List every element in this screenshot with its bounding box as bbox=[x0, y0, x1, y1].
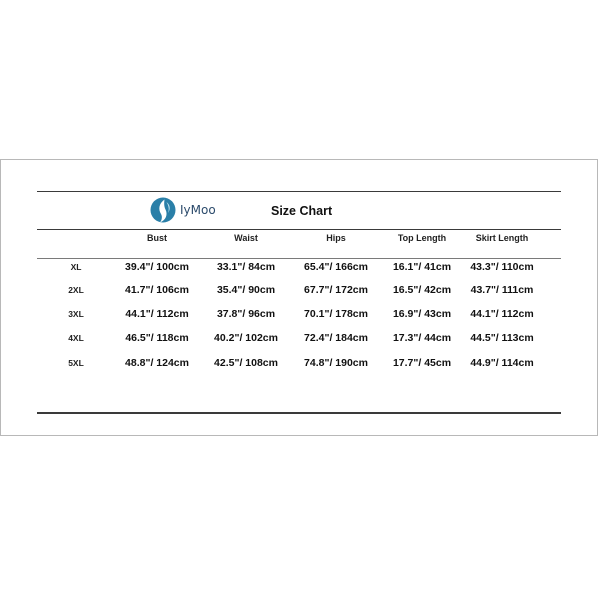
table-cell: 65.4"/ 166cm bbox=[304, 261, 368, 273]
column-header-top-length: Top Length bbox=[397, 233, 447, 243]
table-cell: 43.7"/ 111cm bbox=[470, 284, 534, 296]
brand-logo-icon bbox=[150, 196, 176, 224]
table-cell: 44.1"/ 112cm bbox=[470, 308, 534, 320]
table-cell: 16.1"/ 41cm bbox=[392, 261, 452, 273]
column-header-rule bbox=[37, 258, 561, 259]
table-cell: 17.7"/ 45cm bbox=[392, 357, 452, 369]
size-label: 2XL bbox=[68, 285, 84, 295]
bottom-rule bbox=[37, 412, 561, 414]
top-rule bbox=[37, 191, 561, 192]
size-label: 5XL bbox=[68, 358, 84, 368]
table-cell: 37.8"/ 96cm bbox=[216, 308, 276, 320]
chart-frame bbox=[0, 159, 598, 436]
table-cell: 35.4"/ 90cm bbox=[216, 284, 276, 296]
chart-title: Size Chart bbox=[271, 204, 333, 218]
table-cell: 42.5"/ 108cm bbox=[214, 357, 278, 369]
table-cell: 44.5"/ 113cm bbox=[470, 332, 534, 344]
table-cell: 74.8"/ 190cm bbox=[304, 357, 368, 369]
header-rule bbox=[37, 229, 561, 230]
table-cell: 70.1"/ 178cm bbox=[304, 308, 368, 320]
table-cell: 72.4"/ 184cm bbox=[304, 332, 368, 344]
table-cell: 67.7"/ 172cm bbox=[304, 284, 368, 296]
size-label: XL bbox=[70, 262, 82, 272]
table-cell: 48.8"/ 124cm bbox=[125, 357, 189, 369]
brand-name: IyMoo bbox=[180, 203, 216, 217]
column-header-skirt-length: Skirt Length bbox=[475, 233, 529, 243]
table-cell: 16.5"/ 42cm bbox=[392, 284, 452, 296]
table-cell: 16.9"/ 43cm bbox=[392, 308, 452, 320]
column-header-hips: Hips bbox=[326, 233, 346, 243]
table-cell: 41.7"/ 106cm bbox=[125, 284, 189, 296]
column-header-bust: Bust bbox=[147, 233, 167, 243]
table-cell: 17.3"/ 44cm bbox=[392, 332, 452, 344]
size-label: 3XL bbox=[68, 309, 84, 319]
table-cell: 44.1"/ 112cm bbox=[125, 308, 189, 320]
table-cell: 46.5"/ 118cm bbox=[125, 332, 189, 344]
table-cell: 39.4"/ 100cm bbox=[125, 261, 189, 273]
size-label: 4XL bbox=[68, 333, 84, 343]
table-cell: 33.1"/ 84cm bbox=[216, 261, 276, 273]
table-cell: 44.9"/ 114cm bbox=[470, 357, 534, 369]
table-cell: 43.3"/ 110cm bbox=[470, 261, 534, 273]
column-header-waist: Waist bbox=[234, 233, 258, 243]
table-cell: 40.2"/ 102cm bbox=[214, 332, 278, 344]
